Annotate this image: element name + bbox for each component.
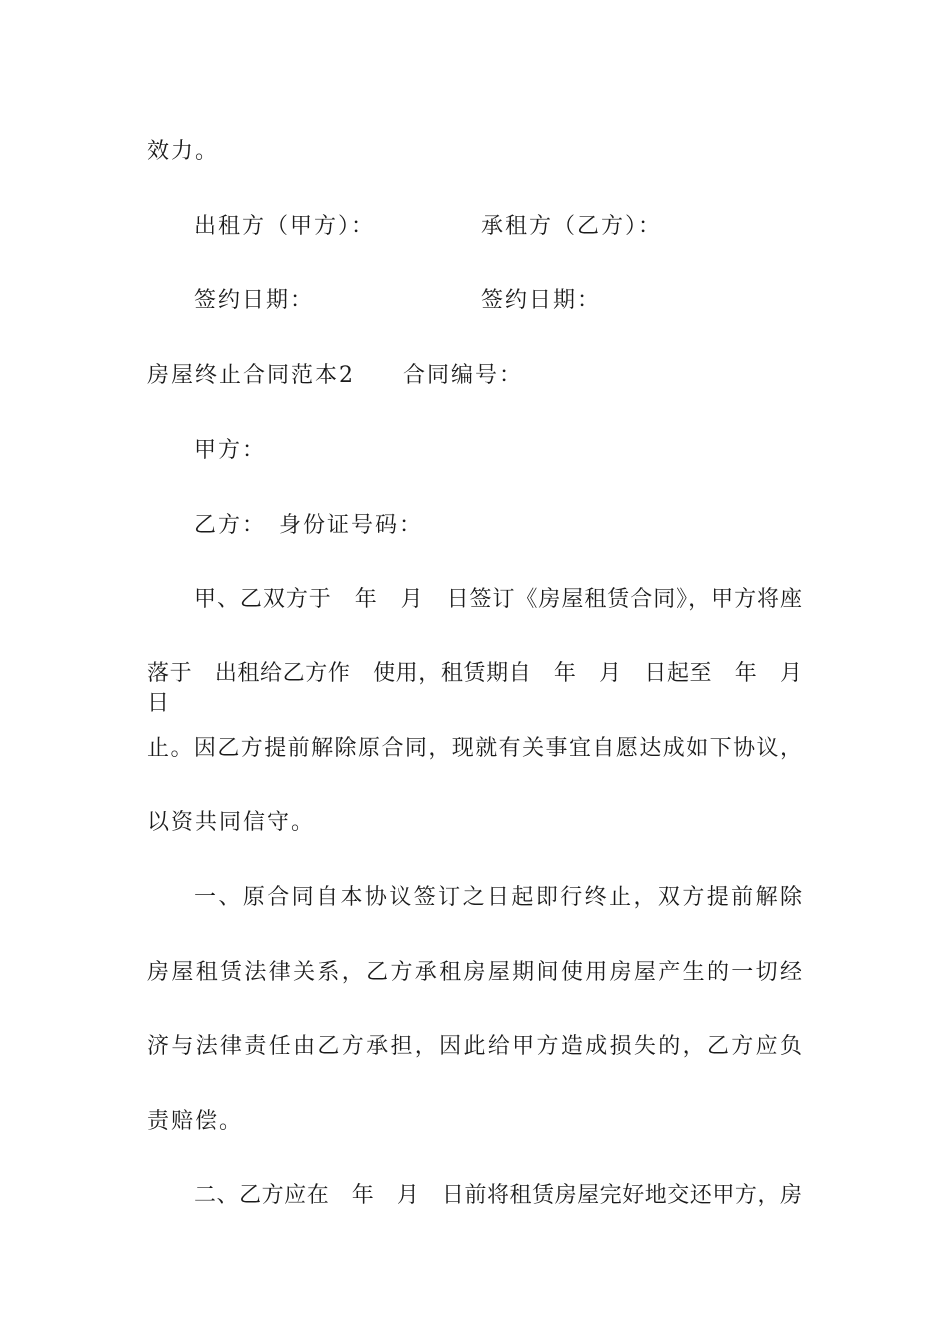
party-a-label: 甲方： bbox=[194, 438, 267, 463]
clause-one-line: 房屋租赁法律关系，乙方承租房屋期间使用房屋产生的一切经 bbox=[147, 960, 802, 985]
lessor-label: 出租方（甲方）： bbox=[194, 214, 376, 239]
lessor-sign-date-label: 签约日期： bbox=[194, 288, 315, 313]
party-b-label: 乙方： 身份证号码： bbox=[194, 513, 424, 538]
text-line: 效力。 bbox=[147, 139, 220, 164]
lessee-sign-date-label: 签约日期： bbox=[481, 288, 602, 313]
clause-one-line: 济与法律责任由乙方承担，因此给甲方造成损失的，乙方应负 bbox=[147, 1034, 802, 1059]
paragraph-line: 以资共同信守。 bbox=[147, 810, 316, 835]
contract-heading: 房屋终止合同范本2 合同编号： bbox=[147, 363, 523, 388]
lessee-label: 承租方（乙方）： bbox=[481, 214, 663, 239]
clause-one-line: 一、原合同自本协议签订之日起即行终止，双方提前解除 bbox=[194, 885, 802, 910]
paragraph-line: 止。因乙方提前解除原合同，现就有关事宜自愿达成如下协议， bbox=[147, 736, 802, 761]
clause-two-line: 二、乙方应在 年 月 日前将租赁房屋完好地交还甲方，房 bbox=[194, 1183, 802, 1208]
paragraph-line: 甲、乙双方于 年 月 日签订《房屋租赁合同》，甲方将座 bbox=[194, 587, 802, 612]
paragraph-line: 落于 出租给乙方作 使用，租赁期自 年 月 日起至 年 月 日 bbox=[147, 661, 825, 716]
clause-one-line: 责赔偿。 bbox=[147, 1109, 244, 1134]
